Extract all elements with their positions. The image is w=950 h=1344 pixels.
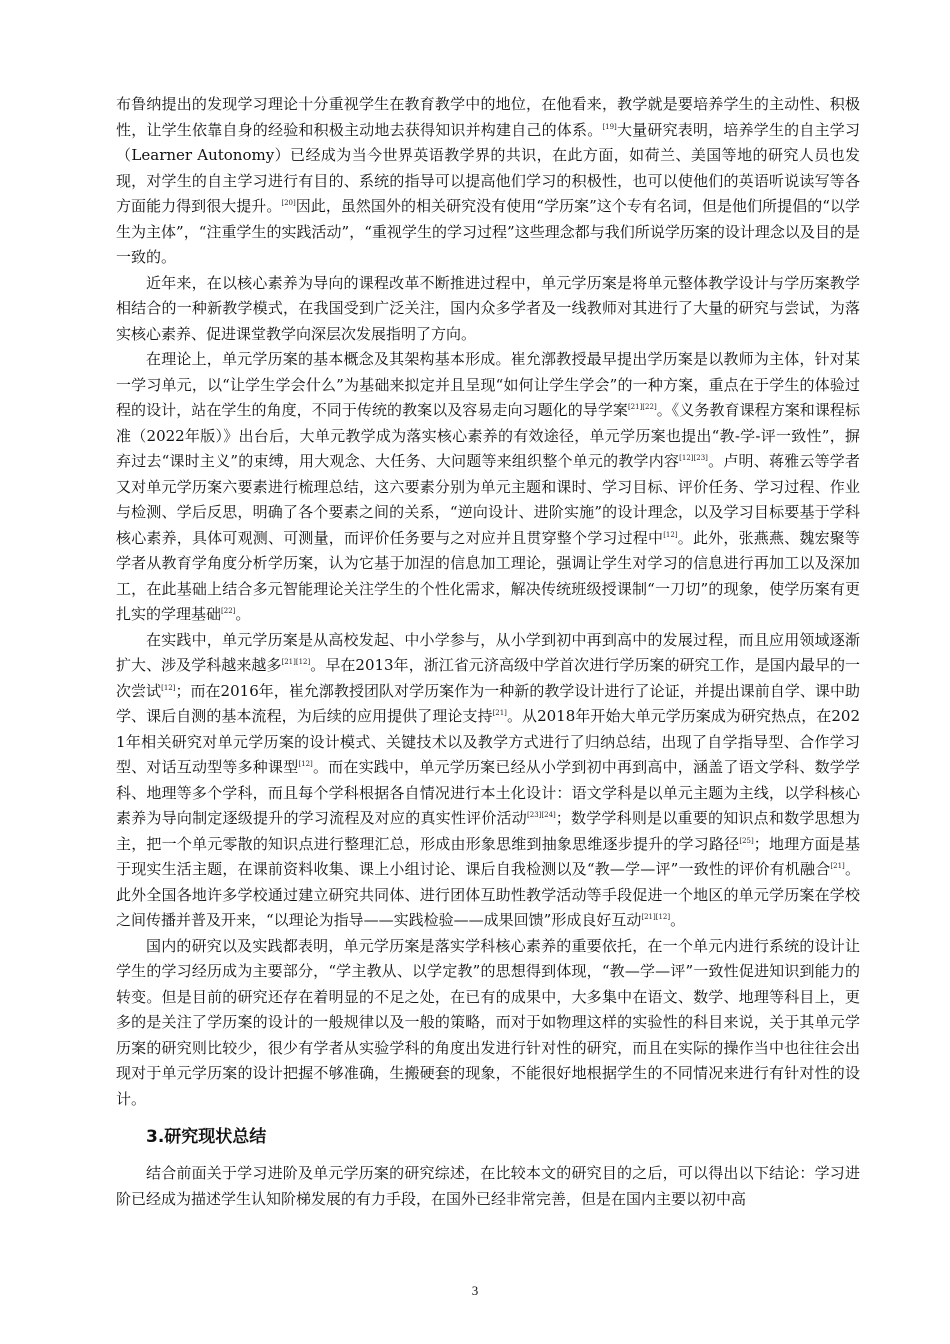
citation-ref: [21][12] (281, 658, 311, 666)
text-run: ；地理方面是基于现实生活主题，在课前资料收集、课上小组讨论、课后自我检测以及“教—学—评”一致性的评价有机融合 (116, 834, 860, 878)
text-run: 布鲁纳提出的发现学习理论十分重视学生在教育教学中的地位，在他看来，教学就是要培养学生的主动性、积极性，让学生依靠自身的经验和积极主动地去获得知识并构建自己的体系。 (116, 95, 860, 139)
citation-ref: [12][23] (679, 454, 708, 462)
citation-ref: [19] (602, 122, 617, 131)
text-run: 近年来，在以核心素养为导向的课程改革不断推进过程中，单元学历案是将单元整体教学设计与学历案教学相结合的一种新教学模式，在我国受到广泛关注，国内众多学者及一线教师对其进行了大量的研究与尝试，为落实核心素养、促进课堂教学向深层次发展指明了方向。 (116, 273, 860, 343)
page-number: 3 (471, 1283, 479, 1298)
text-run: 。此外全国各地许多学校通过建立研究共同体、进行团体互助性教学活动等手段促进一个地区的单元学历案在学校之间传播并普及开来，“以理论为指导——实践检验——成果回馈”形成良好互动 (116, 860, 860, 929)
citation-ref: [12] (161, 683, 176, 692)
text-run: 结合前面关于学习进阶及单元学历案的研究综述，在比较本文的研究目的之后，可以得出以下结论：学习进阶已经成为描述学生认知阶梯发展的有力手段，在国外已经非常完善，但是在国内主要以初中高 (116, 1164, 860, 1208)
text-run: 。 (235, 605, 251, 623)
text-run: 在理论上，单元学历案的基本概念及其架构基本形成。崔允漷教授最早提出学历案是以教师为主体，针对某一学习单元，以“让学生学会什么”为基础来拟定并且呈现“如何让学生学会”的一种方案，重点在于学生的体验过程的设计，站在学生的角度，不同于传统的教案以及容易走向习题化的导学案 (116, 350, 860, 419)
body-text (116, 92, 860, 1212)
section-heading: 3.研究现状总结 (146, 1127, 267, 1147)
text-run: 。而在实践中，单元学历案已经从小学到初中再到高中，涵盖了语文学科、数学学科、地理等多个学科，而且每个学科根据各自情况进行本土化设计：语文学科是以单元主题为主线，以学科核心素养为导向制定逐级提升的学习流程及对应的真实性评价活动 (116, 758, 860, 827)
paragraph (116, 1161, 860, 1212)
text-run: 大量研究表明，培养学生的自主学习（Learner Autonomy）已经成为当今世界英语教学界的共识，在此方面，如荷兰、美国等地的研究人员也发现，对学生的自主学习进行有目的、系统的指导可以提高他们学习的积极性，也可以使他们的英语听说读写等各方面能力得到很大提升。 (116, 120, 860, 215)
citation-ref: [22] (221, 607, 236, 615)
text-run: ；而在2016年，崔允漷教授团队对学历案作为一种新的教学设计进行了论证，并提出课前自学、课中助学、课后自测的基本流程，为后续的应用提供了理论支持 (116, 681, 860, 725)
citation-ref: [21][22] (627, 403, 657, 411)
citation-ref: [21] (492, 709, 507, 717)
text-run: 在实践中，单元学历案是从高校发起、中小学参与，从小学到初中再到高中的发展过程，而且应用领域逐渐扩大、涉及学科越来越多 (116, 630, 860, 674)
text-run: 。从2018年开始大单元学历案成为研究热点，在2021年相关研究对单元学历案的设计模式、关键技术以及教学方式进行了归纳总结，出现了自学指导型、合作学习型、对话互动型等多种课型 (116, 707, 860, 776)
citation-ref: [12] (298, 760, 313, 768)
paragraph (116, 628, 860, 934)
text-run: 。卢明、蒋雅云等学者又对单元学历案六要素进行梳理总结，这六要素分别为单元主题和课时、学习目标、评价任务、学习过程、作业与检测、学后反思，明确了各个要素之间的关系，“逆向设计、进阶实施”的设计理念，以及学习目标要基于学科核心素养，具体可观测、可测量，而评价任务要与之对应并且贯穿整个学习过程中 (116, 452, 860, 547)
paragraph (116, 347, 860, 628)
paragraphs-before-heading (116, 92, 860, 1112)
text-run: 国内的研究以及实践都表明，单元学历案是落实学科核心素养的重要依托，在一个单元内进行系统的设计让学生的学习经历成为主要部分，“学主教从、以学定教”的思想得到体现，“教—学—评”一致性促进知识到能力的转变。但是目前的研究还存在着明显的不足之处，在已有的成果中，大多集中在语文、数学、地理等科目上，更多的是关注了学历案的设计的一般规律以及一般的策略，而对于如物理这样的实验性的科目来说，关于其单元学历案的研究则比较少，很少有学者从实验学科的角度出发进行针对性的研究，而且在实际的操作当中也往往会出现对于单元学历案的设计把握不够准确，生搬硬套的现象，不能很好地根据学生的不同情况来进行有针对性的设计。 (116, 936, 860, 1108)
text-run: 因此，虽然国外的相关研究没有使用“学历案”这个专有名词，但是他们所提倡的“以学生为主体”，“注重学生的实践活动”，“重视学生的学习过程”这些理念都与我们所说学历案的设计理念以及目的是一致的。 (116, 197, 860, 266)
paragraph (116, 271, 860, 348)
citation-ref: [20] (281, 199, 296, 207)
citation-ref: [25] (739, 836, 754, 845)
citation-ref: [23][24] (527, 811, 556, 819)
citation-ref: [12] (663, 530, 678, 539)
paragraph (116, 92, 860, 271)
text-run: 。早在2013年，浙江省元济高级中学首次进行学历案的研究工作，是国内最早的一次尝试 (116, 656, 860, 700)
text-run: 。 (670, 911, 686, 929)
citation-ref: [21] (830, 862, 845, 870)
citation-ref: [21][12] (641, 913, 671, 921)
paragraph (116, 934, 860, 1113)
text-run: 。此外，张燕燕、魏宏聚等学者从教育学角度分析学历案，认为它基于加涅的信息加工理论，强调让学生对学习的信息进行再加工以及深加工，在此基础上结合多元智能理论关注学生的个性化需求，解决传统班级授课制“一刀切”的现象，使学历案有更扎实的学理基础 (116, 528, 860, 623)
text-run: 。《义务教育课程方案和课程标准（2022年版）》出台后，大单元教学成为落实核心素养的有效途径，单元学历案也提出“教-学-评一致性”，摒弃过去“课时主义”的束缚，用大观念、大任务、大问题等来组织整个单元的教学内容 (116, 401, 860, 470)
paragraphs-after-heading (116, 1161, 860, 1212)
text-run: ；数学学科则是以重要的知识点和数学思想为主，把一个单元零散的知识点进行整理汇总，形成由形象思维到抽象思维逐步提升的学习路径 (116, 809, 860, 853)
